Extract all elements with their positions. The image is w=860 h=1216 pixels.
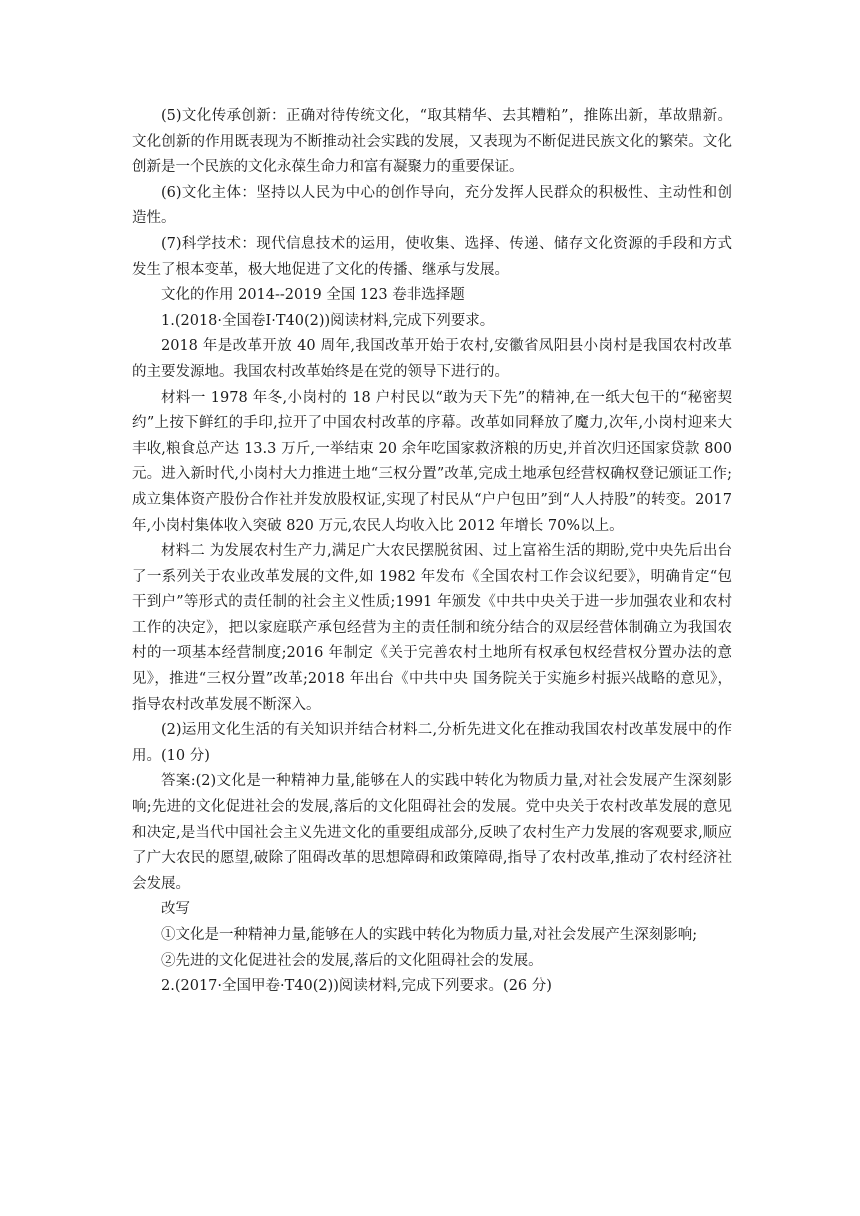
rewrite-point-1: ①文化是一种精神力量,能够在人的实践中转化为物质力量,对社会发展产生深刻影响;	[161, 927, 698, 943]
document-body	[132, 104, 732, 1000]
section-heading: 文化的作用 2014--2019 全国 123 卷非选择题	[161, 287, 465, 304]
question-2-heading: 2.(2017·全国甲卷·T40(2))阅读材料,完成下列要求。(26 分)	[161, 978, 552, 995]
paragraph-science-technology: (7)科学技术：现代信息技术的运用，使收集、选择、传递、储存文化资源的手段和方式发生了根本变革，极大地促进了文化的传播、继承与发展。	[132, 235, 732, 278]
question-1-heading: 1.(2018·全国卷Ⅰ·T40(2))阅读材料,完成下列要求。	[161, 312, 495, 329]
answer-paragraph: 答案:(2)文化是一种精神力量,能够在人的实践中转化为物质力量,对社会发展产生深刻影响;先进的文化促进社会的发展,落后的文化阻碍社会的发展。党中央关于农村改革发展的意见和决定,是当代中国社会主义先进文化的重要组成部分,反映了农村生产力发展的客观要求,顺应了广大农民的愿望,破除了阻碍改革的思想障碍和政策障碍,指导了农村改革,推动了农村经济社会发展。	[132, 773, 732, 892]
paragraph-cultural-innovation: (5)文化传承创新：正确对待传统文化，“取其精华、去其糟粕”，推陈出新，革故鼎新。文化创新的作用既表现为不断推动社会实践的发展，又表现为不断促进民族文化的繁荣。文化创新是一个民族的文化永葆生命力和富有凝聚力的重要保证。	[132, 108, 732, 176]
material-one: 材料一 1978 年冬,小岗村的 18 户村民以“敢为天下先”的精神,在一纸大包干的“秘密契约”上按下鲜红的手印,拉开了中国农村改革的序幕。改革如同释放了魔力,次年,小岗村迎来大丰收,粮食总产达 13.3 万斤,一举结束 20 余年吃国家救济粮的历史,并首次归还国家贷款 800 元。进入新时代,小岗村大力推进土地“三权分置”改革,完成土地承包经营权确权登记颁证工作;成立集体资产股份合作社并发放股权证,实现了村民从“户户包田”到“人人持股”的转变。2017 年,小岗村集体收入突破 820 万元,农民人均收入比 2012 年增长 70%以上。	[132, 389, 732, 534]
question-1-part-2: (2)运用文化生活的有关知识并结合材料二,分析先进文化在推动我国农村改革发展中的作用。(10 分)	[132, 722, 732, 764]
material-two: 材料二 为发展农村生产力,满足广大农民摆脱贫困、过上富裕生活的期盼,党中央先后出台了一系列关于农业改革发展的文件,如 1982 年发布《全国农村工作会议纪要》，明确肯定“包干到户”等形式的责任制的社会主义性质;1991 年颁发《中共中央关于进一步加强农业和农村工作的决定》，把以家庭联产承包经营为主的责任制和统分结合的双层经营体制确立为我国农村的一项基本经营制度;2016 年制定《关于完善农村土地所有权承包权经营权分置办法的意见》，推进“三权分置”改革;2018 年出台《中共中央 国务院关于实施乡村振兴战略的意见》，指导农村改革发展不断深入。	[132, 543, 732, 713]
paragraph-cultural-subject: (6)文化主体：坚持以人民为中心的创作导向，充分发挥人民群众的积极性、主动性和创造性。	[132, 184, 732, 227]
question-1-intro: 2018 年是改革开放 40 周年,我国改革开始于农村,安徽省凤阳县小岗村是我国农村改革的主要发源地。我国农村改革始终是在党的领导下进行的。	[132, 338, 732, 380]
rewrite-label: 改写	[161, 901, 190, 918]
rewrite-point-2: ②先进的文化促进社会的发展,落后的文化阻碍社会的发展。	[161, 952, 543, 969]
